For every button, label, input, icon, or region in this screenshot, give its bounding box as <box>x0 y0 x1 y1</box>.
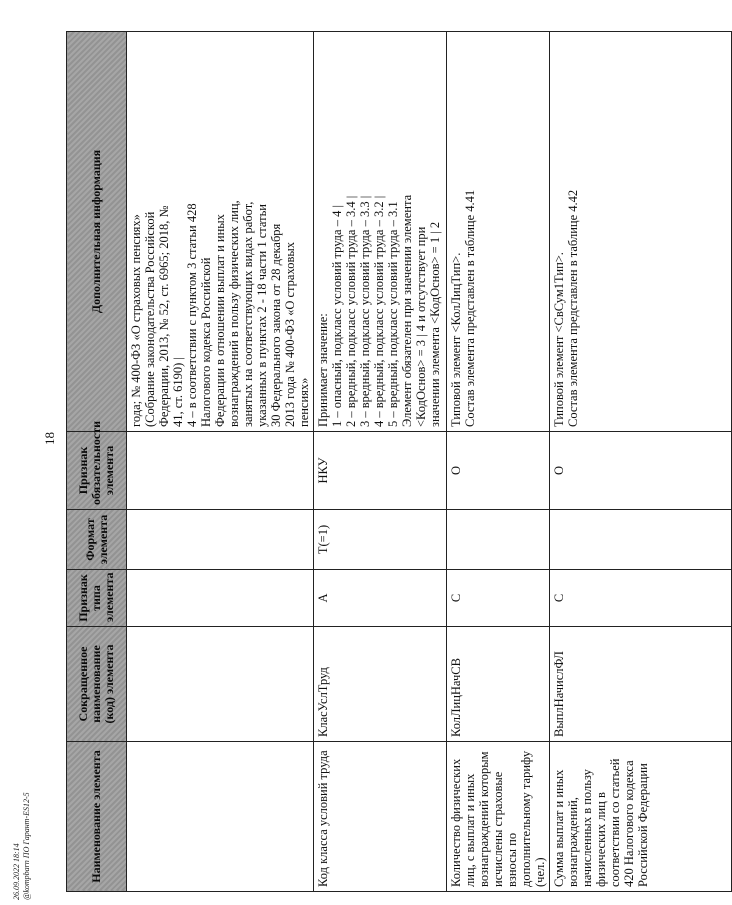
info-line: 30 Федерального закона от 28 декабря <box>269 223 283 427</box>
cell-required <box>127 432 314 510</box>
info-line: пенсиях» <box>297 377 311 427</box>
cell-format: Т(=1) <box>314 510 447 570</box>
cell-code <box>127 627 314 742</box>
cell-type: С <box>447 570 550 627</box>
info-line: Типовой элемент <КолЛицТип>. <box>449 252 463 427</box>
info-line: 2013 года № 400-ФЗ «О страховых <box>283 241 297 427</box>
cell-info <box>447 32 550 432</box>
footer-date: 26.09.2022 18:14 <box>12 843 21 900</box>
rotated-table-page <box>66 32 650 892</box>
info-line: года; № 400-ФЗ «О страховых пенсиях» <box>129 214 143 427</box>
info-line: занятых на соответствующих видах работ, <box>241 201 255 427</box>
info-line: 4 – в соответствии с пунктом 3 статьи 428 <box>185 203 199 427</box>
info-line: Состав элемента представлен в таблице 4.42 <box>566 189 580 427</box>
cell-type: С <box>550 570 732 627</box>
cell-format <box>447 510 550 570</box>
table-row <box>550 32 732 892</box>
cell-info <box>127 32 314 432</box>
info-line: Принимает значение: <box>316 313 330 427</box>
footer-stamp <box>12 792 32 900</box>
cell-name <box>127 742 314 892</box>
info-line: (Собрание законодательства Российской <box>143 211 157 427</box>
info-line: 4 – вредный, подкласс условий труда – 3.2 | <box>372 195 386 427</box>
cell-required: О <box>447 432 550 510</box>
table-row <box>314 32 447 892</box>
cell-code: ВыплНачислФЛ <box>550 627 732 742</box>
table-header-row <box>67 32 127 892</box>
info-line: 41, ст. 6190) | <box>171 357 185 427</box>
cell-required: О <box>550 432 732 510</box>
cell-info <box>550 32 732 432</box>
info-line: вознаграждений в пользу физических лиц, <box>227 200 241 427</box>
cell-name: Количество физических лиц, с выплат и иных вознаграждений которым исчислены страховые взносы по дополнительному тарифу (чел.) <box>447 742 550 892</box>
page-number: 18 <box>42 432 57 445</box>
info-line: 5 – вредный, подкласс условий труда – 3.1 <box>386 201 400 427</box>
cell-info <box>314 32 447 432</box>
info-line: Федерации в отношении выплат и иных <box>213 214 227 427</box>
info-line: Федерации, 2013, № 52, ст. 6965; 2018, № <box>157 205 171 427</box>
info-line: Типовой элемент <СвСум1Тип>. <box>552 252 566 427</box>
cell-required: НКУ <box>314 432 447 510</box>
header-info: Дополнительная информация <box>67 32 127 432</box>
header-name: Наименование элемента <box>67 742 127 892</box>
table-row <box>447 32 550 892</box>
info-line: Состав элемента представлен в таблице 4.41 <box>463 189 477 427</box>
info-line: <КодОснов> = 3 | 4 и отсутствует при <box>414 226 428 427</box>
cell-format <box>550 510 732 570</box>
header-required: Признак обязательности элемента <box>67 432 127 510</box>
cell-code: КолЛицНачСВ <box>447 627 550 742</box>
info-line: 2 – вредный, подкласс условий труда – 3.4 | <box>344 195 358 427</box>
elements-table <box>66 31 732 892</box>
cell-type: А <box>314 570 447 627</box>
cell-format <box>127 510 314 570</box>
header-type: Признак типа элемента <box>67 570 127 627</box>
info-line: 1 – опасный, подкласс условий труда – 4 | <box>330 205 344 427</box>
footer-source: @kompbarn ПО Гарант-ЕS12-5 <box>22 792 31 900</box>
info-line: Элемент обязателен при значении элемента <box>400 194 414 427</box>
cell-name: Сумма выплат и иных вознаграждений, начисленных в пользу физических лиц в соответствии со статьей 420 Налогового кодекса Российской Федерации <box>550 742 732 892</box>
info-line: 3 – вредный, подкласс условий труда – 3.3 | <box>358 195 372 427</box>
info-line: Налогового кодекса Российской <box>199 257 213 427</box>
cell-type <box>127 570 314 627</box>
info-line: указанных в пунктах 2 - 18 части 1 статьи <box>255 204 269 427</box>
header-format: Формат элемента <box>67 510 127 570</box>
cell-code: КласУслТруд <box>314 627 447 742</box>
cell-name: Код класса условий труда <box>314 742 447 892</box>
header-code: Сокращенное наименование (код) элемента <box>67 627 127 742</box>
info-line: значении элемента <КодОснов> = 1 | 2 <box>428 221 442 427</box>
table-row <box>127 32 314 892</box>
